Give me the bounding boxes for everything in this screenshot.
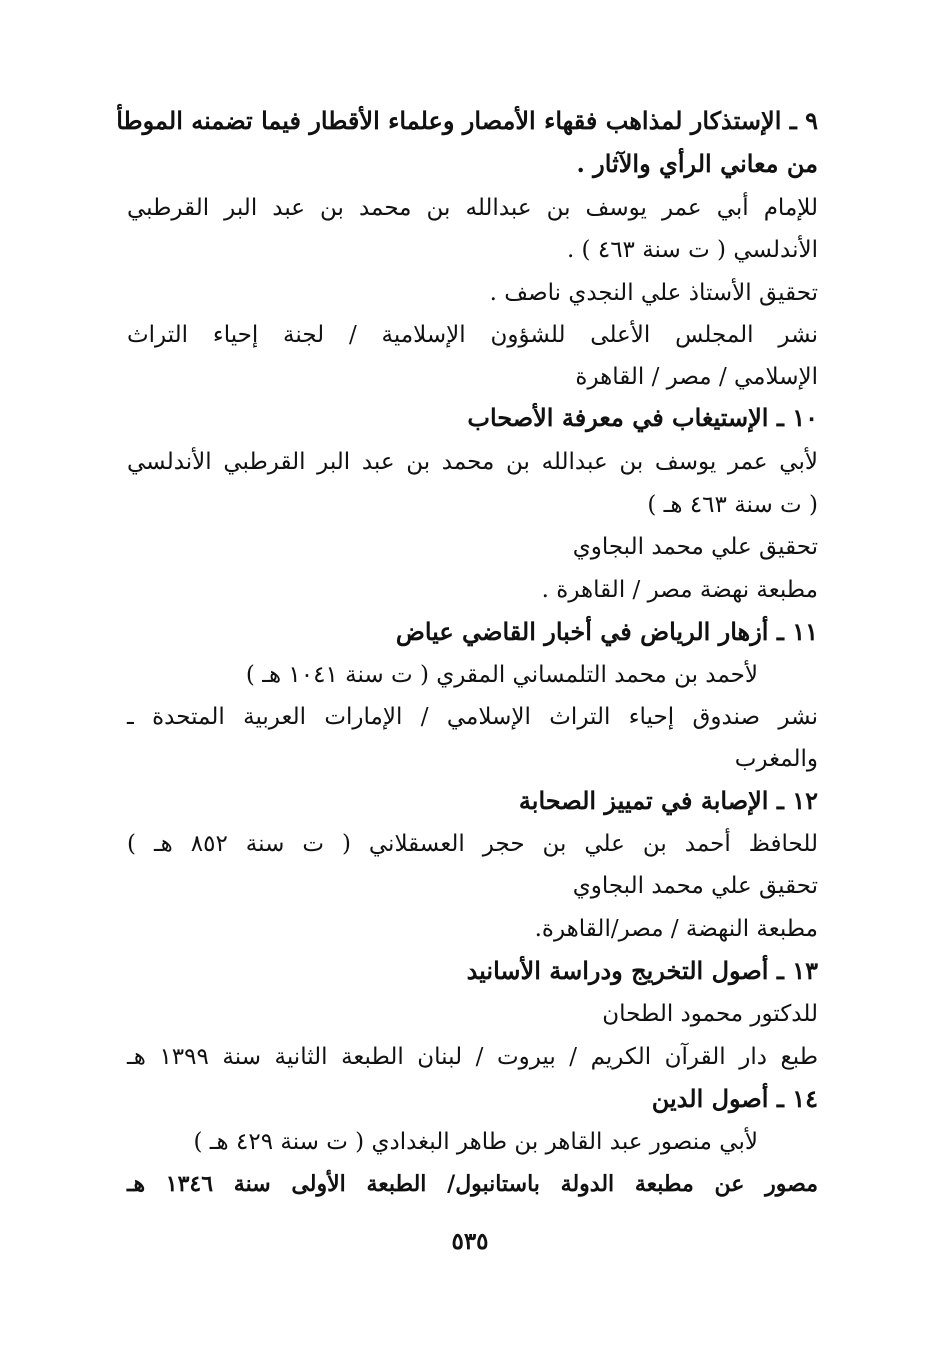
entry-13-author: للدكتور محمود الطحان [602,1001,818,1027]
entry-12-editor: تحقيق علي محمد البجاوي [572,873,818,899]
entry-10-title: ١٠ ـ الإستيغاب في معرفة الأصحاب [467,403,818,432]
entry-10-author-line-1: لأبي عمر يوسف بن عبدالله بن محمد بن عبد البر القرطبي الأندلسي [127,449,818,475]
entry-10-author-line-2: ( ت سنة ٤٦٣ هـ ) [647,492,818,518]
entry-14-title: ١٤ ـ أصول الدين [651,1084,818,1113]
entry-14-publisher: مصور عن مطبعة الدولة باستانبول/ الطبعة الأولى سنة ١٣٤٦ هـ [127,1171,818,1197]
entry-12-title: ١٢ ـ الإصابة في تمييز الصحابة [518,786,818,815]
entry-10-editor: تحقيق علي محمد البجاوي [572,534,818,560]
entry-9-author-line-2: الأندلسي ( ت سنة ٤٦٣ ) . [566,237,818,263]
entry-11-title: ١١ ـ أزهار الرياض في أخبار القاضي عياض [395,617,818,646]
entry-11-publisher-line-2: والمغرب [734,746,818,772]
page-number: ٥٣٥ [451,1228,489,1255]
entry-9-title-line-1: ٩ ـ الإستذكار لمذاهب فقهاء الأمصار وعلماء الأقطار فيما تضمنه الموطأ [116,106,818,135]
entry-9-publisher-line-1: نشر المجلس الأعلى للشؤون الإسلامية / لجنة إحياء التراث [127,322,818,348]
entry-9-title-line-2: من معاني الرأي والآثار . [576,149,818,178]
entry-12-publisher: مطبعة النهضة / مصر/القاهرة. [534,916,818,942]
entry-9-publisher-line-2: الإسلامي / مصر / القاهرة [575,364,818,390]
entry-12-author: للحافظ أحمد بن علي بن حجر العسقلاني ( ت سنة ٨٥٢ هـ ) [127,831,818,857]
entry-13-title: ١٣ ـ أصول التخريج ودراسة الأسانيد [466,956,818,985]
entry-13-publisher: طبع دار القرآن الكريم / بيروت / لبنان الطبعة الثانية سنة ١٣٩٩ هـ [127,1044,819,1070]
entry-10-publisher: مطبعة نهضة مصر / القاهرة . [541,577,818,603]
entry-14-author: لأبي منصور عبد القاهر بن طاهر البغدادي ( ت سنة ٤٢٩ هـ ) [193,1129,758,1155]
entry-9-editor: تحقيق الأستاذ علي النجدي ناصف . [489,280,818,306]
entry-11-author: لأحمد بن محمد التلمساني المقري ( ت سنة ١٠٤١ هـ ) [245,662,758,688]
entry-9-author-line-1: للإمام أبي عمر يوسف بن عبدالله بن محمد بن عبد البر القرطبي [127,195,818,221]
entry-11-publisher-line-1: نشر صندوق إحياء التراث الإسلامي / الإمارات العربية المتحدة ـ [127,704,818,730]
